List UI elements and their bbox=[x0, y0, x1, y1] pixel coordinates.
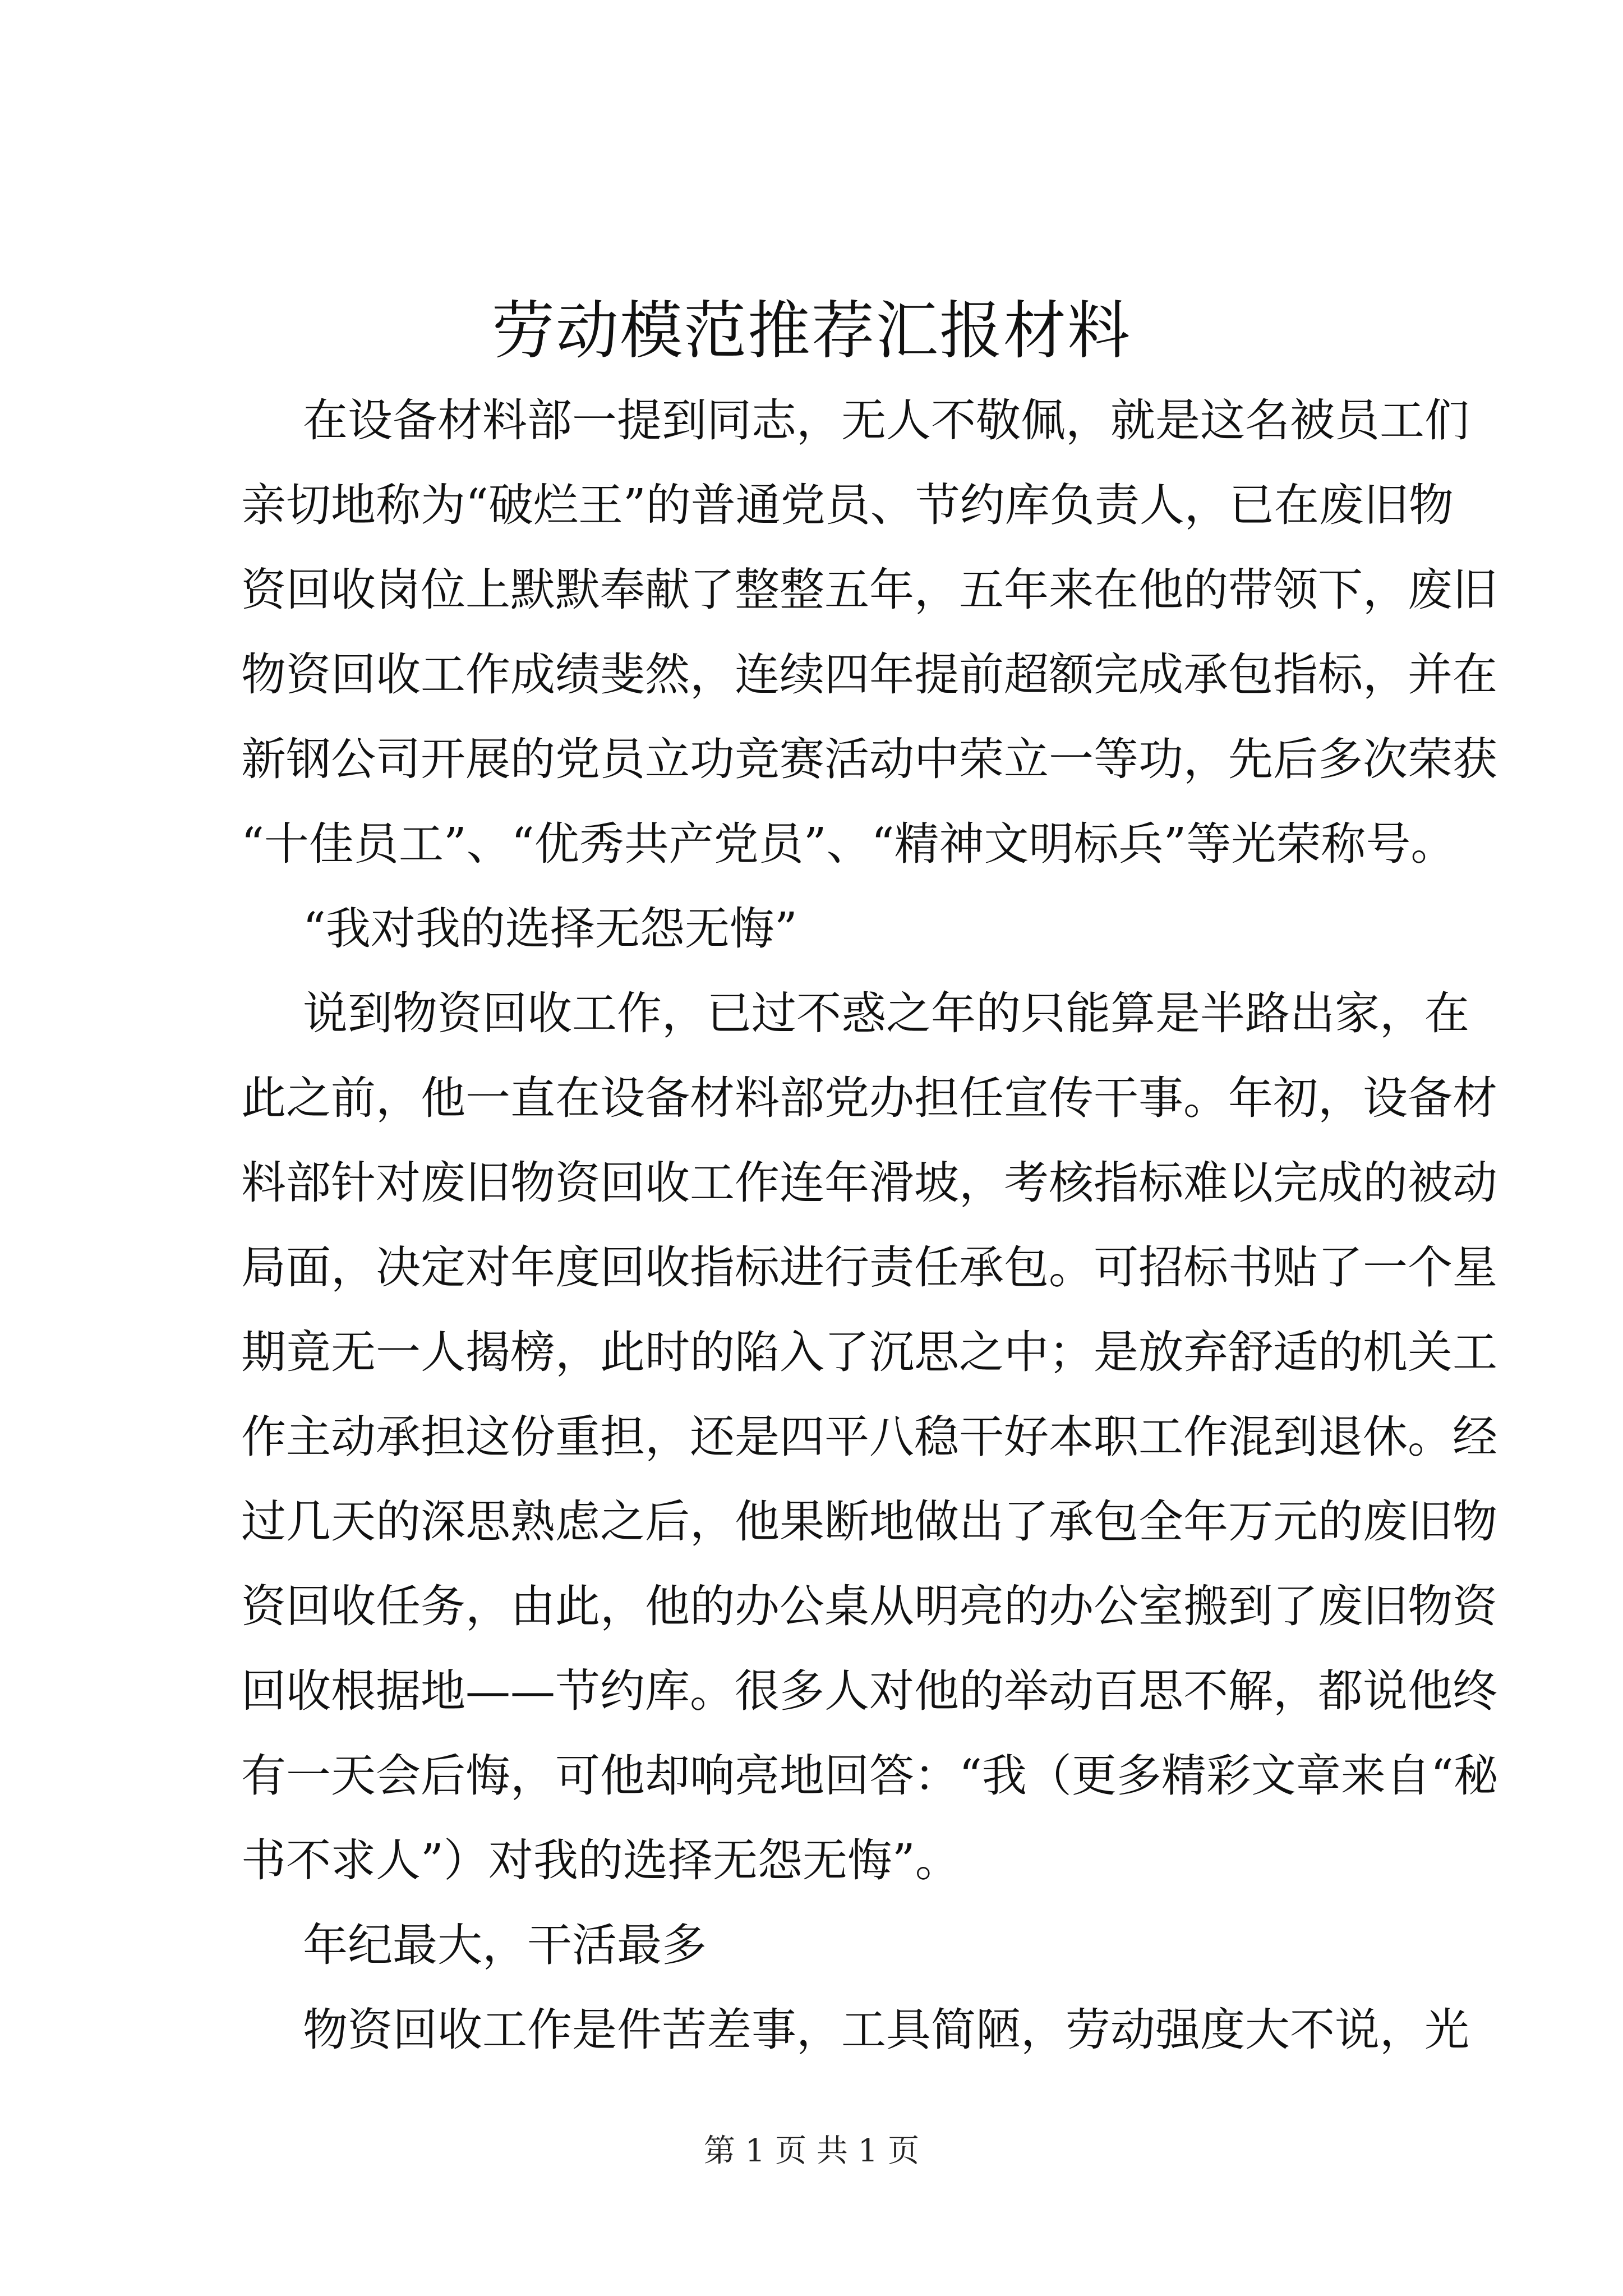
paragraph-line: 回收根据地——节约库。很多人对他的举动百思不解，都说他终 bbox=[241, 1665, 1497, 1717]
paragraph-line: 过几天的深思熟虑之后，他果断地做出了承包全年万元的废旧物 bbox=[241, 1496, 1497, 1548]
document-title: 劳动模范推荐汇报材料 bbox=[492, 295, 1131, 367]
paragraph-line: 资回收任务，由此，他的办公桌从明亮的办公室搬到了废旧物资 bbox=[241, 1580, 1497, 1632]
paragraph-line: 资回收岗位上默默奉献了整整五年，五年来在他的带领下，废旧 bbox=[241, 564, 1497, 616]
section-heading: 年纪最大，干活最多 bbox=[303, 1919, 707, 1971]
page-number-footer: 第 1 页 共 1 页 bbox=[703, 2133, 920, 2169]
paragraph-line: 局面，决定对年度回收指标进行责任承包。可招标书贴了一个星 bbox=[241, 1241, 1497, 1294]
paragraph-line: 亲切地称为“破烂王”的普通党员、节约库负责人，已在废旧物 bbox=[241, 479, 1454, 531]
paragraph-line: 物资回收工作成绩斐然，连续四年提前超额完成承包指标，并在 bbox=[241, 648, 1497, 701]
paragraph-line: 在设备材料部一提到同志，无人不敬佩，就是这名被员工们 bbox=[303, 394, 1469, 447]
paragraph-line: 作主动承担这份重担，还是四平八稳干好本职工作混到退休。经 bbox=[241, 1411, 1497, 1463]
paragraph-line: 此之前，他一直在设备材料部党办担任宣传干事。年初，设备材 bbox=[241, 1072, 1497, 1124]
paragraph-line: 物资回收工作是件苦差事，工具简陋，劳动强度大不说，光 bbox=[303, 2004, 1469, 2056]
paragraph-line: 有一天会后悔，可他却响亮地回答：“我（更多精彩文章来自“秘 bbox=[241, 1750, 1498, 1802]
paragraph-line: 书不求人”）对我的选择无怨无悔”。 bbox=[241, 1834, 960, 1887]
paragraph-line: 新钢公司开展的党员立功竞赛活动中荣立一等功，先后多次荣获 bbox=[241, 733, 1497, 785]
paragraph-line: 期竟无一人揭榜，此时的陷入了沉思之中；是放弃舒适的机关工 bbox=[241, 1326, 1497, 1378]
section-heading: “我对我的选择无怨无悔” bbox=[303, 903, 797, 955]
paragraph-line: 说到物资回收工作，已过不惑之年的只能算是半路出家，在 bbox=[303, 987, 1469, 1039]
paragraph-line: “十佳员工”、“优秀共产党员”、“精神文明标兵”等光荣称号。 bbox=[241, 818, 1456, 870]
paragraph-line: 料部针对废旧物资回收工作连年滑坡，考核指标难以完成的被动 bbox=[241, 1157, 1497, 1209]
